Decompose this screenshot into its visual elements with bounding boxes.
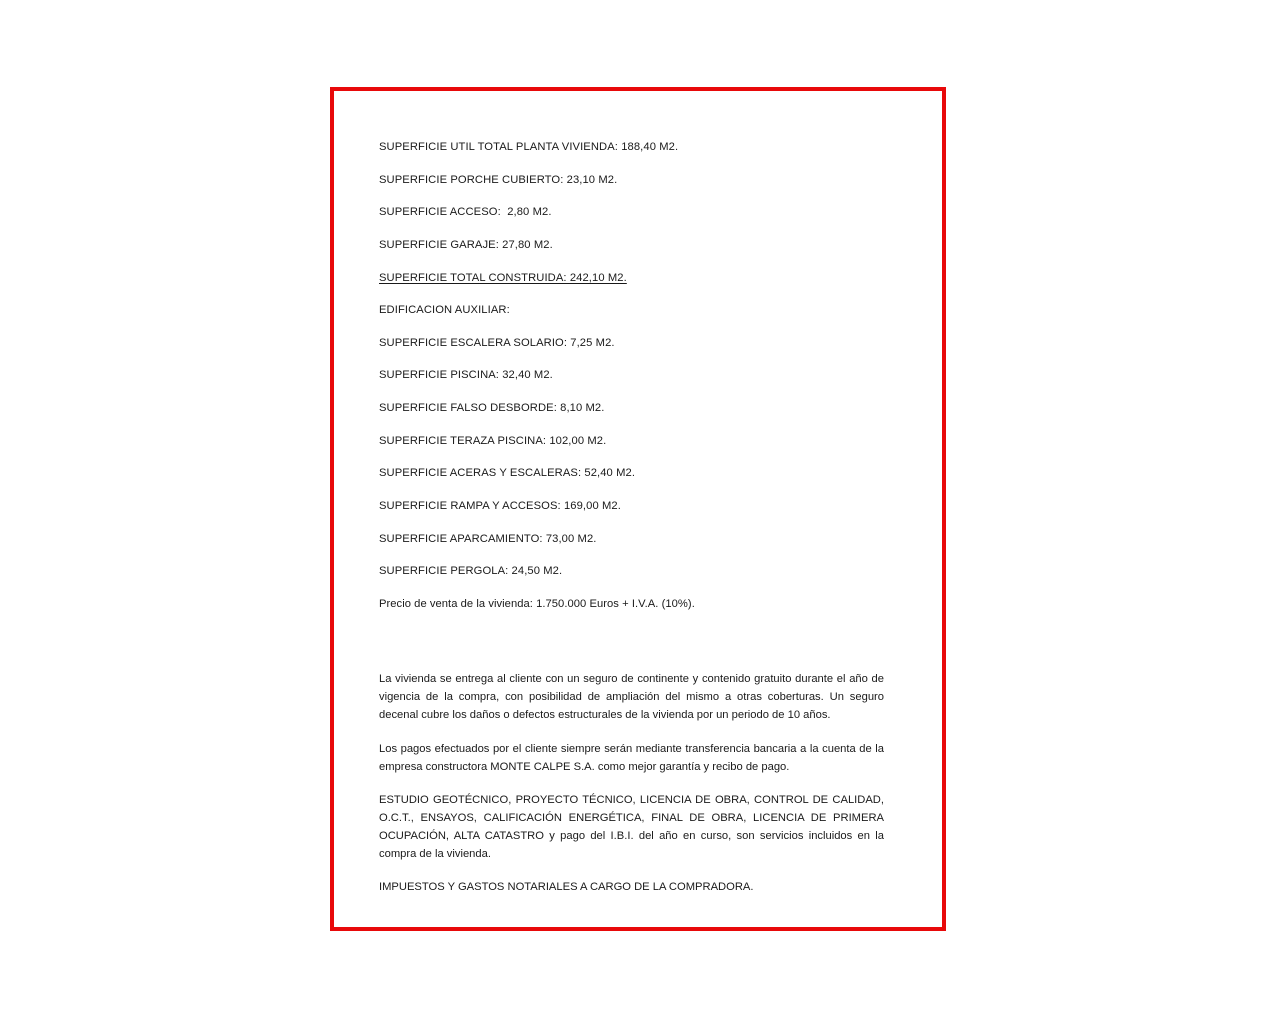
spec-line-total-built: SUPERFICIE TOTAL CONSTRUIDA: 242,10 M2. [379, 271, 627, 284]
paragraph-payments: Los pagos efectuados por el cliente siempre serán mediante transferencia bancaria a la cuenta de la empresa constructora MONTE CALPE S.A. como mejor garantía y recibo de pago. [379, 742, 884, 773]
paragraph-included-services: ESTUDIO GEOTÉCNICO, PROYECTO TÉCNICO, LICENCIA DE OBRA, CONTROL DE CALIDAD, O.C.T., ENSAYOS, CALIFICACIÓN ENERGÉTICA, FINAL DE OBRA, LICENCIA DE PRIMERA OCUPACIÓN, ALTA CATASTRO y pago del I.B.I. del año en curso, son servicios incluidos en la compra de la vivienda. [379, 793, 884, 861]
spec-line: SUPERFICIE UTIL TOTAL PLANTA VIVIENDA: 188,40 M2. [379, 141, 679, 153]
section-spacer [379, 630, 884, 670]
spec-line: SUPERFICIE FALSO DESBORDE: 8,10 M2. [379, 402, 605, 414]
document-page [330, 87, 946, 931]
spec-line: SUPERFICIE TERAZA PISCINA: 102,00 M2. [379, 434, 607, 447]
document-content [334, 91, 942, 927]
spec-line-auxiliary-heading: EDIFICACION AUXILIAR: [379, 304, 510, 317]
spec-line: SUPERFICIE ACCESO: 2,80 M2. [379, 206, 552, 219]
spec-line: SUPERFICIE PISCINA: 32,40 M2. [379, 369, 553, 382]
spec-line: SUPERFICIE ESCALERA SOLARIO: 7,25 M2. [379, 336, 615, 349]
spec-line: SUPERFICIE ACERAS Y ESCALERAS: 52,40 M2. [379, 467, 636, 480]
spec-line: SUPERFICIE PORCHE CUBIERTO: 23,10 M2. [379, 173, 618, 186]
sale-price-line: Precio de venta de la vivienda: 1.750.000 Euros + I.V.A. (10%). [379, 597, 695, 610]
spec-line: SUPERFICIE RAMPA Y ACCESOS: 169,00 M2. [379, 499, 621, 512]
surface-specifications-list [379, 141, 884, 579]
spec-line: SUPERFICIE APARCAMIENTO: 73,00 M2. [379, 532, 597, 545]
paragraph-taxes-notary: IMPUESTOS Y GASTOS NOTARIALES A CARGO DE LA COMPRADORA. [379, 881, 754, 894]
spec-line: SUPERFICIE GARAJE: 27,80 M2. [379, 238, 553, 251]
spec-line: SUPERFICIE PERGOLA: 24,50 M2. [379, 565, 563, 578]
paragraph-insurance: La vivienda se entrega al cliente con un seguro de continente y contenido gratuito durante el año de vigencia de la compra, con posibilidad de ampliación del mismo a otras coberturas. Un seguro decenal cubre los daños o defectos estructurales de la vivienda por un periodo de 10 años. [379, 673, 884, 722]
